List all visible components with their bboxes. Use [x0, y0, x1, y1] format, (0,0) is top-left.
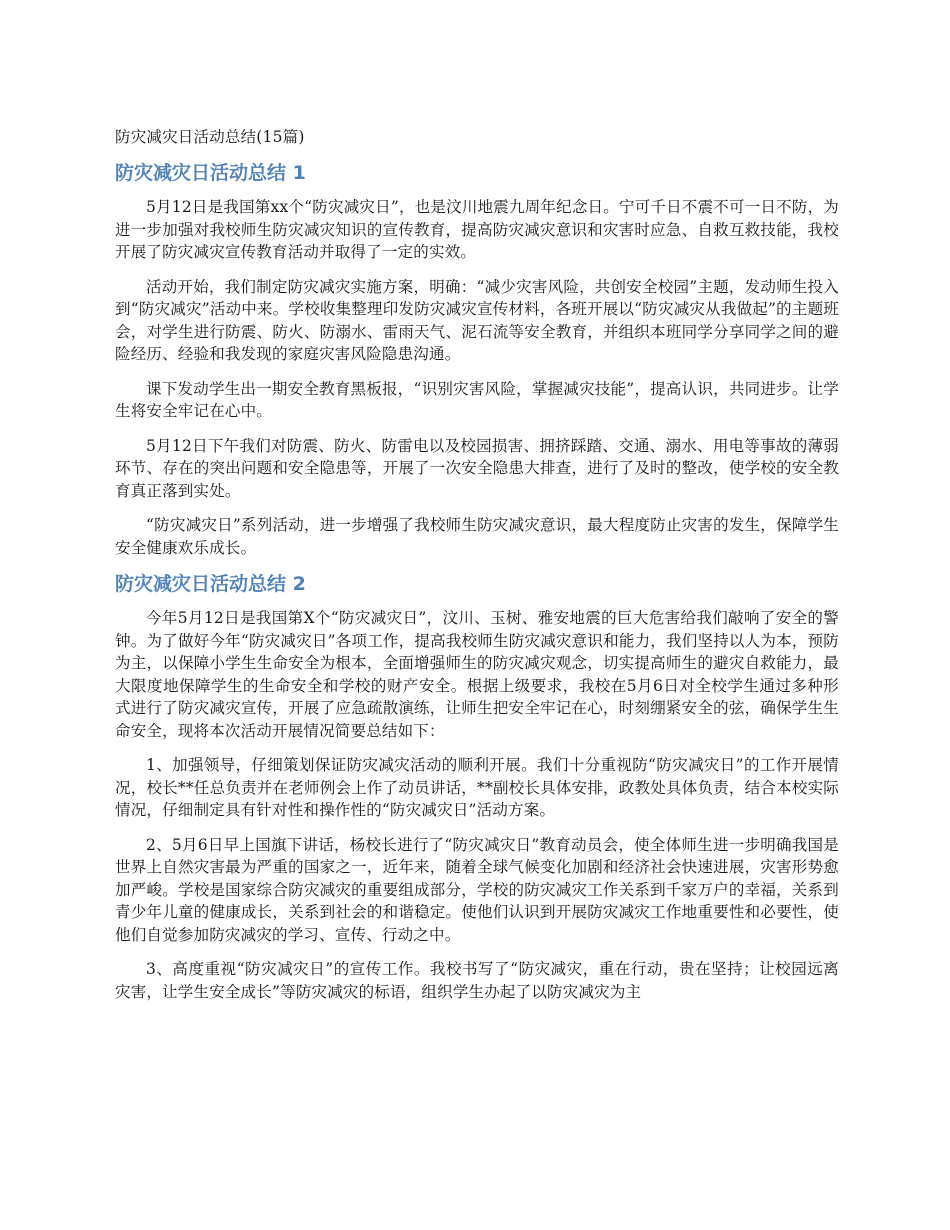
- paragraph: 5月12日下午我们对防震、防火、防雷电以及校园损害、拥挤踩踏、交通、溺水、用电等事故的薄弱环节、存在的突出问题和安全隐患等，开展了一次安全隐患大排查，进行了及时的整改，使学校的安全教育真正落到实处。: [115, 436, 839, 500]
- paragraph: 5月12日是我国第xx个“防灾减灾日”，也是汶川地震九周年纪念日。宁可千日不震不可一日不防，为进一步加强对我校师生防灾减灾知识的宣传教育，提高防灾减灾意识和灾害时应急、自救互救技能，我校开展了防灾减灾宣传教育活动并取得了一定的实效。: [115, 198, 839, 261]
- document-title: 防灾减灾日活动总结(15篇): [115, 128, 305, 146]
- document-page: [115, 126, 839, 1015]
- paragraph: 课下发动学生出一期安全教育黑板报，“识别灾害风险，掌握减灾技能”，提高认识，共同进步。让学生将安全牢记在心中。: [115, 379, 839, 420]
- paragraph: 今年5月12日是我国第X个“防灾减灾日”，汶川、玉树、雅安地震的巨大危害给我们敲响了安全的警钟。为了做好今年“防灾减灾日”各项工作，提高我校师生防灾减灾意识和能力，我们坚持以人为本，预防为主，以保障小学生生命安全为根本，全面增强师生的防灾减灾观念，切实提高师生的避灾自救能力，最大限度地保障学生的生命安全和学校的财产安全。根据上级要求，我校在5月6日对全校学生通过多种形式进行了防灾减灾宣传，开展了应急疏散演练，让师生把安全牢记在心，时刻绷紧安全的弦，确保学生生命安全，现将本次活动开展情况简要总结如下：: [115, 609, 839, 740]
- section-2: [115, 571, 839, 1003]
- paragraph: 1、加强领导，仔细策划保证防灾减灾活动的顺利开展。我们十分重视防“防灾减灾日”的工作开展情况，校长**任总负责并在老师例会上作了动员讲话，**副校长具体安排，政教处具体负责，结合本校实际情况，仔细制定具有针对性和操作性的“防灾减灾日”活动方案。: [115, 756, 839, 819]
- section-heading: 防灾减灾日活动总结 2: [115, 573, 306, 595]
- paragraph: “防灾减灾日”系列活动，进一步增强了我校师生防灾减灾意识，最大程度防止灾害的发生，保障学生安全健康欢乐成长。: [115, 516, 839, 557]
- section-1: [115, 160, 839, 559]
- section-heading: 防灾减灾日活动总结 1: [115, 162, 306, 184]
- paragraph: 活动开始，我们制定防灾减灾实施方案，明确：“减少灾害风险，共创安全校园”主题，发动师生投入到“防灾减灾”活动中来。学校收集整理印发防灾减灾宣传材料，各班开展以“防灾减灾从我做起”的主题班会，对学生进行防震、防火、防溺水、雷雨天气、泥石流等安全教育，并组织本班同学分享同学之间的避险经历、经验和我发现的家庭灾害风险隐患沟通。: [115, 277, 839, 363]
- paragraph: 3、高度重视“防灾减灾日”的宣传工作。我校书写了“防灾减灾，重在行动，贵在坚持；让校园远离灾害，让学生安全成长”等防灾减灾的标语，组织学生办起了以防灾减灾为主: [115, 960, 839, 1001]
- paragraph: 2、5月6日早上国旗下讲话，杨校长进行了“防灾减灾日”教育动员会，使全体师生进一步明确我国是世界上自然灾害最为严重的国家之一，近年来，随着全球气候变化加剧和经济社会快速进展，灾害形势愈加严峻。学校是国家综合防灾减灾的重要组成部分，学校的防灾减灾工作关系到千家万户的幸福，关系到青少年儿童的健康成长，关系到社会的和谐稳定。使他们认识到开展防灾减灾工作地重要性和必要性，使他们自觉参加防灾减灾的学习、宣传、行动之中。: [115, 835, 839, 944]
